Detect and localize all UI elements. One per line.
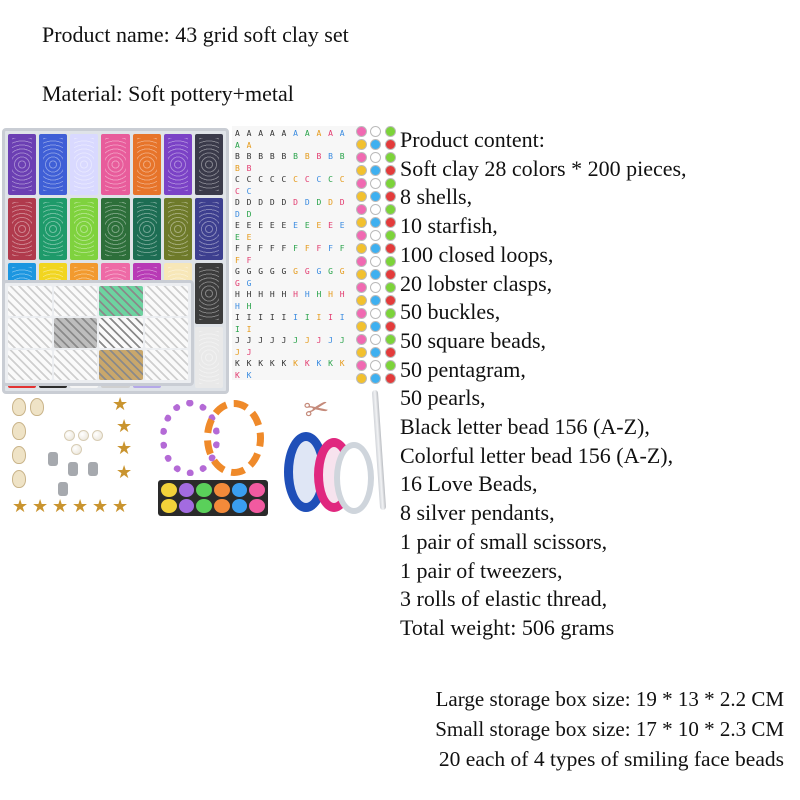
smiley-bead <box>370 178 381 189</box>
smiley-bead <box>370 230 381 241</box>
glow-smiley-bead <box>196 499 212 513</box>
clay-color-cell <box>133 134 161 195</box>
bead-compartment <box>54 318 98 348</box>
clay-color-cell <box>8 134 36 195</box>
glow-smiley-bead <box>214 499 230 513</box>
list-item: 50 pentagram, <box>400 356 526 382</box>
large-box-size: Large storage box size: 19 * 13 * 2.2 CM <box>435 687 784 711</box>
clay-color-cell <box>195 198 223 259</box>
smiley-bead <box>356 139 367 150</box>
smiley-bead <box>356 191 367 202</box>
list-item: 1 pair of small scissors, <box>400 528 608 554</box>
smiley-bead <box>356 334 367 345</box>
smiley-bead <box>370 256 381 267</box>
starfish-icon: ★ <box>72 496 89 517</box>
smiley-bead <box>370 282 381 293</box>
smiley-bead <box>370 217 381 228</box>
small-bead-grid <box>8 286 188 380</box>
total-weight: Total weight: 506 grams <box>400 614 615 640</box>
list-item: 3 rolls of elastic thread, <box>400 586 608 612</box>
smiley-bead <box>385 139 396 150</box>
silver-pendant-icon <box>68 462 78 476</box>
small-box-size: Small storage box size: 17 * 10 * 2.3 CM <box>435 717 784 741</box>
clay-color-cell <box>195 263 223 324</box>
glow-smiley-bead <box>179 499 195 513</box>
smiley-bead <box>356 178 367 189</box>
clay-color-cell <box>164 198 192 259</box>
pearl-icon <box>78 430 89 441</box>
list-item: 8 shells, <box>400 184 473 210</box>
clay-color-cell <box>39 134 67 195</box>
box-specs <box>435 684 784 774</box>
bead-compartment <box>99 318 143 348</box>
smiley-bead <box>370 165 381 176</box>
smiley-bead <box>385 152 396 163</box>
smiley-bead <box>356 295 367 306</box>
scissors-icon: ✂ <box>301 390 332 429</box>
smiley-bead <box>385 256 396 267</box>
starfish-icon: ★ <box>112 394 129 415</box>
clay-color-cell <box>195 327 223 388</box>
small-storage-box <box>2 280 194 386</box>
bead-compartment <box>54 286 98 316</box>
shell-icon <box>12 422 26 440</box>
bead-compartment <box>99 286 143 316</box>
glow-bead-strip <box>158 480 268 516</box>
smiley-bead <box>356 269 367 280</box>
smiley-bead <box>370 204 381 215</box>
starfish-icon: ★ <box>52 496 69 517</box>
smiley-beads-note: 20 each of 4 types of smiling face beads <box>438 747 784 771</box>
smiley-bead <box>370 360 381 371</box>
silver-pendant-icon <box>88 462 98 476</box>
silver-pendant-icon <box>48 452 58 466</box>
glow-smiley-bead <box>232 499 248 513</box>
smiley-bead <box>370 269 381 280</box>
smiley-bead <box>385 295 396 306</box>
smiley-bead <box>370 347 381 358</box>
list-item: 20 lobster clasps, <box>400 270 553 296</box>
smiley-bead-column <box>356 126 398 380</box>
smiley-bead <box>370 243 381 254</box>
shell-icon <box>12 398 26 416</box>
tools <box>280 386 398 522</box>
bead-compartment <box>8 286 52 316</box>
bead-compartment <box>8 350 52 380</box>
clear-thread-spool-icon <box>334 442 374 514</box>
glow-smiley-bead <box>161 499 177 513</box>
pearl-icon <box>64 430 75 441</box>
smiley-bead <box>356 217 367 228</box>
shell-icon <box>30 398 44 416</box>
smiley-bead <box>385 243 396 254</box>
clay-color-cell <box>133 198 161 259</box>
bead-compartment <box>8 318 52 348</box>
smiley-bead <box>385 282 396 293</box>
sample-bracelets <box>146 394 276 520</box>
list-item: 1 pair of tweezers, <box>400 557 563 583</box>
glow-smiley-bead <box>249 499 265 513</box>
smiley-bead <box>385 269 396 280</box>
smiley-bead <box>356 347 367 358</box>
bead-compartment <box>99 350 143 380</box>
tweezers-icon <box>372 390 386 510</box>
glow-smiley-bead <box>196 483 212 497</box>
smiley-bead <box>385 178 396 189</box>
smiley-bead <box>356 321 367 332</box>
smiley-bead <box>370 191 381 202</box>
clay-color-cell <box>164 134 192 195</box>
list-item: 10 starfish, <box>400 213 498 239</box>
product-name-text: Product name: 43 grid soft clay set <box>42 22 349 47</box>
smiley-bead <box>356 360 367 371</box>
clay-color-cell <box>8 198 36 259</box>
smiley-bead <box>356 308 367 319</box>
smiley-bead <box>356 373 367 384</box>
clay-color-cell <box>101 198 129 259</box>
list-item: 50 pearls, <box>400 385 486 411</box>
list-item: Black letter bead 156 (A-Z), <box>400 414 650 440</box>
smiley-bead <box>356 152 367 163</box>
material-text: Material: Soft pottery+metal <box>42 81 294 106</box>
smiley-bead <box>385 308 396 319</box>
starfish-icon: ★ <box>112 496 129 517</box>
list-item: Colorful letter bead 156 (A-Z), <box>400 442 674 468</box>
letter-bead-sheet: A A A A A A A A A A A A B B B B B B B B B B B B C C C C C C C C C C C C D D D D D D D D D D D D E E E E E E E E E E E E F F F F F F F F F F F F G G G G G G G G G G G G H H H H H H H H H H H H I I I I I I I I I I I I J J J J J J J J J J J J K K K K K K K K K K K K <box>232 126 360 380</box>
smiley-bead <box>370 321 381 332</box>
starfish-icon: ★ <box>32 496 49 517</box>
clay-color-cell <box>101 134 129 195</box>
list-item: 16 Love Beads, <box>400 471 538 497</box>
bead-compartment <box>145 318 189 348</box>
list-item: 100 closed loops, <box>400 241 554 267</box>
starfish-icon: ★ <box>12 496 29 517</box>
list-item: Soft clay 28 colors * 200 pieces, <box>400 155 687 181</box>
smiley-bead <box>385 217 396 228</box>
smiley-bead <box>385 230 396 241</box>
shell-icon <box>12 470 26 488</box>
list-item: 50 buckles, <box>400 299 501 325</box>
starfish-icon: ★ <box>116 438 133 459</box>
bead-compartment <box>54 350 98 380</box>
glow-smiley-bead <box>249 483 265 497</box>
smiley-bead <box>356 126 367 137</box>
smiley-bead <box>385 126 396 137</box>
pearl-icon <box>92 430 103 441</box>
smiley-bead <box>356 256 367 267</box>
smiley-bead <box>385 321 396 332</box>
bead-compartment <box>145 286 189 316</box>
bracelet-icon <box>204 400 264 476</box>
product-photo <box>0 124 398 526</box>
clay-color-cell <box>39 198 67 259</box>
list-heading: Product content: <box>400 127 545 152</box>
smiley-bead <box>370 308 381 319</box>
smiley-bead <box>370 334 381 345</box>
pearl-icon <box>71 444 82 455</box>
shell-icon <box>12 446 26 464</box>
smiley-bead <box>370 295 381 306</box>
smiley-bead <box>385 334 396 345</box>
product-content-list <box>400 126 687 643</box>
smiley-bead <box>356 165 367 176</box>
smiley-bead <box>356 204 367 215</box>
smiley-bead <box>385 165 396 176</box>
clay-color-cell <box>70 198 98 259</box>
list-item: 50 square beads, <box>400 327 547 353</box>
smiley-bead <box>385 360 396 371</box>
smiley-bead <box>370 126 381 137</box>
smiley-bead <box>370 373 381 384</box>
smiley-bead <box>356 282 367 293</box>
glow-smiley-bead <box>214 483 230 497</box>
smiley-bead <box>385 347 396 358</box>
starfish-icon: ★ <box>116 462 133 483</box>
silver-pendant-icon <box>58 482 68 496</box>
smiley-bead <box>385 204 396 215</box>
starfish-icon: ★ <box>116 416 133 437</box>
clay-color-cell <box>70 134 98 195</box>
metal-accessories <box>8 392 138 522</box>
smiley-bead <box>370 139 381 150</box>
glow-smiley-bead <box>179 483 195 497</box>
bead-compartment <box>145 350 189 380</box>
starfish-icon: ★ <box>92 496 109 517</box>
smiley-bead <box>356 243 367 254</box>
glow-smiley-bead <box>232 483 248 497</box>
smiley-bead <box>370 152 381 163</box>
glow-smiley-bead <box>161 483 177 497</box>
smiley-bead <box>385 373 396 384</box>
smiley-bead <box>385 191 396 202</box>
clay-color-cell <box>195 134 223 195</box>
list-item: 8 silver pendants, <box>400 500 555 526</box>
smiley-bead <box>356 230 367 241</box>
